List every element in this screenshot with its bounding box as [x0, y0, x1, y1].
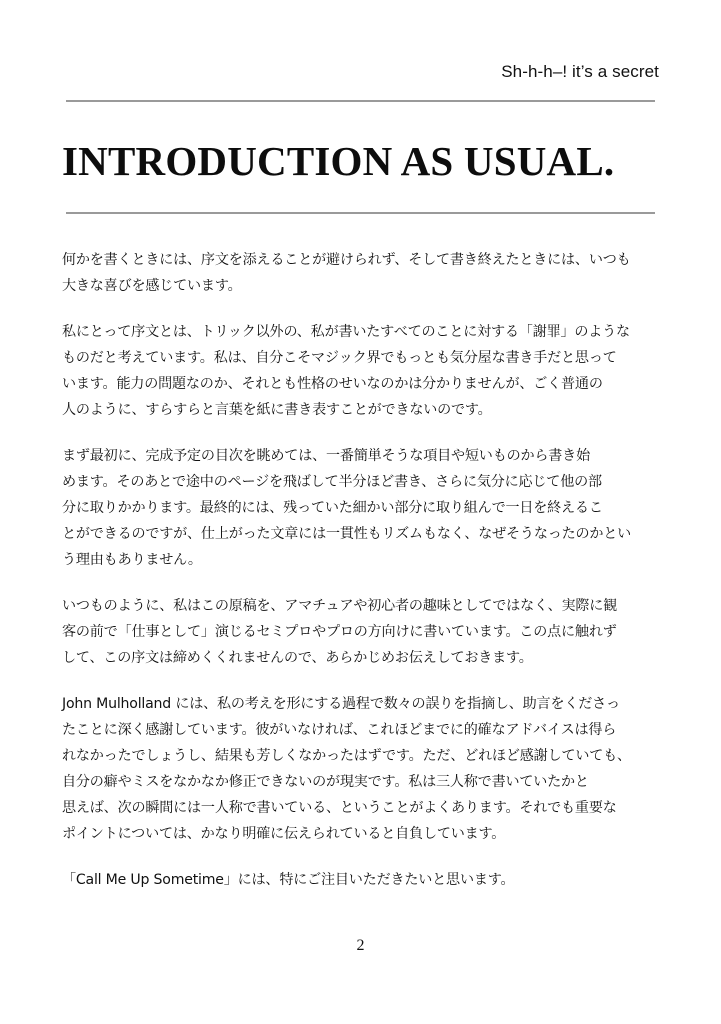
- running-header: Sh-h-h–! it’s a secret: [501, 62, 659, 81]
- text-line: 人のように、すらすらと言葉を紙に書き表すことができないのです。: [62, 402, 492, 418]
- bottom-rule: [66, 212, 655, 214]
- text-line: たことに深く感謝しています。彼がいなければ、これほどまでに的確なアドバイスは得ら: [62, 722, 617, 738]
- paragraph: [62, 867, 664, 893]
- text-line: ものだと考えています。私は、自分こそマジック界でもっとも気分屋な書き手だと思って: [62, 350, 617, 366]
- paragraph: [62, 691, 664, 847]
- text-line: まず最初に、完成予定の目次を眺めては、一番簡単そうな項目や短いものから書き始: [62, 448, 590, 464]
- text-line: めます。そのあとで途中のページを飛ばして半分ほど書き、さらに気分に応じて他の部: [62, 474, 602, 490]
- body-text: [62, 247, 664, 913]
- text-line: John Mulholland には、私の考えを形にする過程で数々の誤りを指摘し、助言をくださっ: [62, 696, 620, 712]
- text-line: います。能力の問題なのか、それとも性格のせいなのかは分かりませんが、ごく普通の: [62, 376, 603, 392]
- chapter-title: INTRODUCTION AS USUAL.: [62, 138, 615, 184]
- text-line: れなかったでしょうし、結果も芳しくなかったはずです。ただ、どれほど感謝していても、: [62, 748, 631, 764]
- page-number: 2: [356, 937, 365, 954]
- text-line: 自分の癖やミスをなかなか修正できないのが現実です。私は三人称で書いていたかと: [62, 774, 589, 790]
- text-line: とができるのですが、仕上がった文章には一貫性もリズムもなく、なぜそうなったのかとい: [62, 526, 632, 542]
- paragraph: [62, 593, 664, 671]
- text-line: 私にとって序文とは、トリック以外の、私が書いたすべてのことに対する「謝罪」のような: [62, 324, 630, 340]
- text-line: 客の前で「仕事として」演じるセミプロやプロの方向けに書いています。この点に触れず: [62, 624, 617, 640]
- paragraph: [62, 443, 664, 573]
- text-line: して、この序文は締めくくれませんので、あらかじめお伝えしておきます。: [62, 650, 533, 666]
- text-line: ポイントについては、かなり明確に伝えられていると自負しています。: [62, 826, 506, 842]
- top-rule: [66, 100, 655, 102]
- text-line: 分に取りかかります。最終的には、残っていた細かい部分に取り組んで一日を終えるこ: [62, 500, 603, 516]
- text-line: う理由もありません。: [62, 552, 202, 568]
- paragraph: [62, 247, 664, 299]
- text-line: 何かを書くときには、序文を添えることが避けられず、そして書き終えたときには、いつも: [62, 252, 631, 268]
- text-line: 思えば、次の瞬間には一人称で書いている、ということがよくあります。それでも重要な: [62, 800, 617, 816]
- text-line: 「Call Me Up Sometime」には、特にご注目いただきたいと思います。: [62, 872, 515, 888]
- text-line: 大きな喜びを感じています。: [62, 278, 242, 294]
- text-line: いつものように、私はこの原稿を、アマチュアや初心者の趣味としてではなく、実際に観: [62, 598, 618, 614]
- paragraph: [62, 319, 664, 423]
